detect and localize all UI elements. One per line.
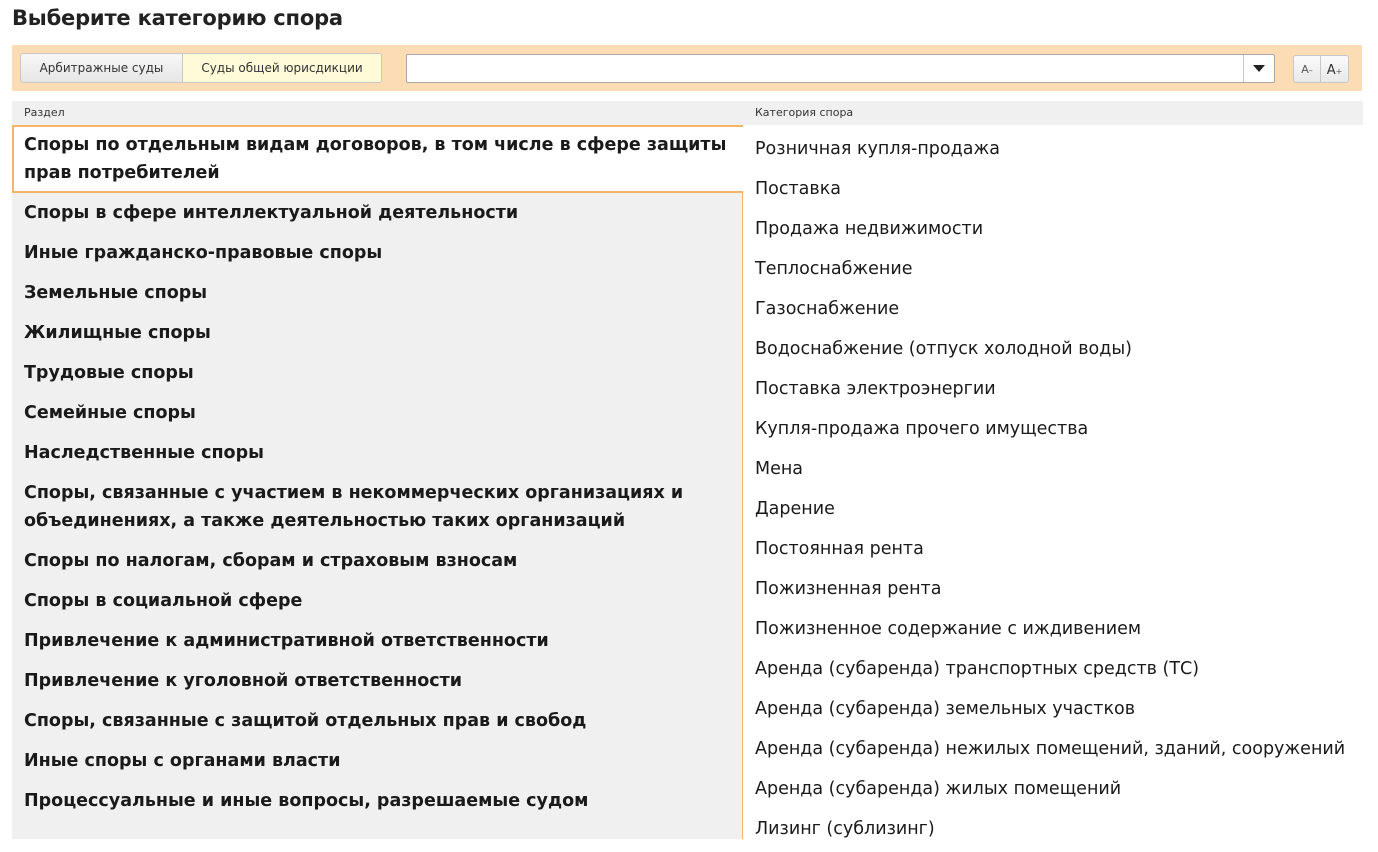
section-item[interactable]: Процессуальные и иные вопросы, разрешаемые судом bbox=[24, 791, 589, 811]
category-column-header: Категория спора bbox=[743, 101, 1363, 125]
section-item[interactable]: Жилищные споры bbox=[24, 323, 211, 343]
category-search-combobox[interactable] bbox=[406, 54, 1275, 83]
section-item[interactable]: Споры в социальной сфере bbox=[24, 591, 303, 611]
category-list bbox=[743, 129, 1363, 849]
decrease-font-button[interactable] bbox=[1293, 55, 1321, 83]
increase-font-button[interactable] bbox=[1321, 55, 1349, 83]
font-size-controls bbox=[1293, 55, 1349, 83]
section-item[interactable]: Споры по отдельным видам договоров, в том числе в сфере защиты прав потребителей bbox=[12, 125, 743, 193]
minus-icon: – bbox=[1308, 66, 1313, 75]
font-increase-letter: A bbox=[1326, 63, 1336, 78]
section-item[interactable]: Привлечение к административной ответственности bbox=[24, 631, 549, 651]
category-item[interactable]: Водоснабжение (отпуск холодной воды) bbox=[755, 339, 1132, 359]
section-item[interactable]: Трудовые споры bbox=[24, 363, 194, 383]
section-item[interactable]: Споры, связанные с защитой отдельных прав и свобод bbox=[24, 711, 587, 731]
section-item[interactable]: Семейные споры bbox=[24, 403, 196, 423]
category-item[interactable]: Поставка электроэнергии bbox=[755, 379, 996, 399]
section-item[interactable]: Споры по налогам, сборам и страховым взносам bbox=[24, 551, 518, 571]
court-type-switch bbox=[20, 53, 382, 83]
category-search-input[interactable] bbox=[407, 55, 1243, 82]
category-item[interactable]: Аренда (субаренда) земельных участков bbox=[755, 699, 1136, 719]
category-item[interactable]: Теплоснабжение bbox=[755, 259, 913, 279]
section-list bbox=[12, 125, 743, 839]
category-item[interactable]: Дарение bbox=[755, 499, 835, 519]
section-item[interactable]: Земельные споры bbox=[24, 283, 208, 303]
font-decrease-letter: A bbox=[1301, 63, 1309, 76]
tab-arbitration-courts[interactable]: Арбитражные суды bbox=[20, 53, 183, 83]
section-item[interactable]: Иные споры с органами власти bbox=[24, 751, 341, 771]
section-item[interactable]: Наследственные споры bbox=[24, 443, 264, 463]
category-item[interactable]: Купля-продажа прочего имущества bbox=[755, 419, 1089, 439]
category-item[interactable]: Аренда (субаренда) транспортных средств (ТС) bbox=[755, 659, 1200, 679]
category-item[interactable]: Продажа недвижимости bbox=[755, 219, 984, 239]
page-title: Выберите категорию спора bbox=[12, 6, 343, 30]
toolbar bbox=[12, 45, 1362, 91]
category-item[interactable]: Пожизненное содержание с иждивением bbox=[755, 619, 1142, 639]
category-item[interactable]: Мена bbox=[755, 459, 804, 479]
chevron-down-icon bbox=[1253, 65, 1265, 72]
category-item[interactable]: Постоянная рента bbox=[755, 539, 924, 559]
category-item[interactable]: Пожизненная рента bbox=[755, 579, 942, 599]
section-column-header: Раздел bbox=[12, 101, 743, 125]
category-item[interactable]: Розничная купля-продажа bbox=[755, 139, 1000, 159]
tab-general-jurisdiction-courts[interactable]: Суды общей юрисдикции bbox=[183, 53, 382, 83]
category-item[interactable]: Аренда (субаренда) нежилых помещений, зданий, сооружений bbox=[755, 739, 1346, 759]
section-item[interactable]: Привлечение к уголовной ответственности bbox=[24, 671, 463, 691]
plus-icon: + bbox=[1335, 67, 1343, 76]
category-item[interactable]: Лизинг (сублизинг) bbox=[755, 819, 935, 839]
section-item[interactable]: Иные гражданско-правовые споры bbox=[24, 243, 383, 263]
section-item[interactable]: Споры, связанные с участием в некоммерческих организациях и объединениях, а также деятельностью таких организаций bbox=[24, 483, 684, 531]
category-item[interactable]: Газоснабжение bbox=[755, 299, 900, 319]
section-item[interactable]: Споры в сфере интеллектуальной деятельности bbox=[24, 203, 519, 223]
dropdown-button[interactable] bbox=[1243, 55, 1274, 82]
category-item[interactable]: Аренда (субаренда) жилых помещений bbox=[755, 779, 1122, 799]
category-item[interactable]: Поставка bbox=[755, 179, 842, 199]
